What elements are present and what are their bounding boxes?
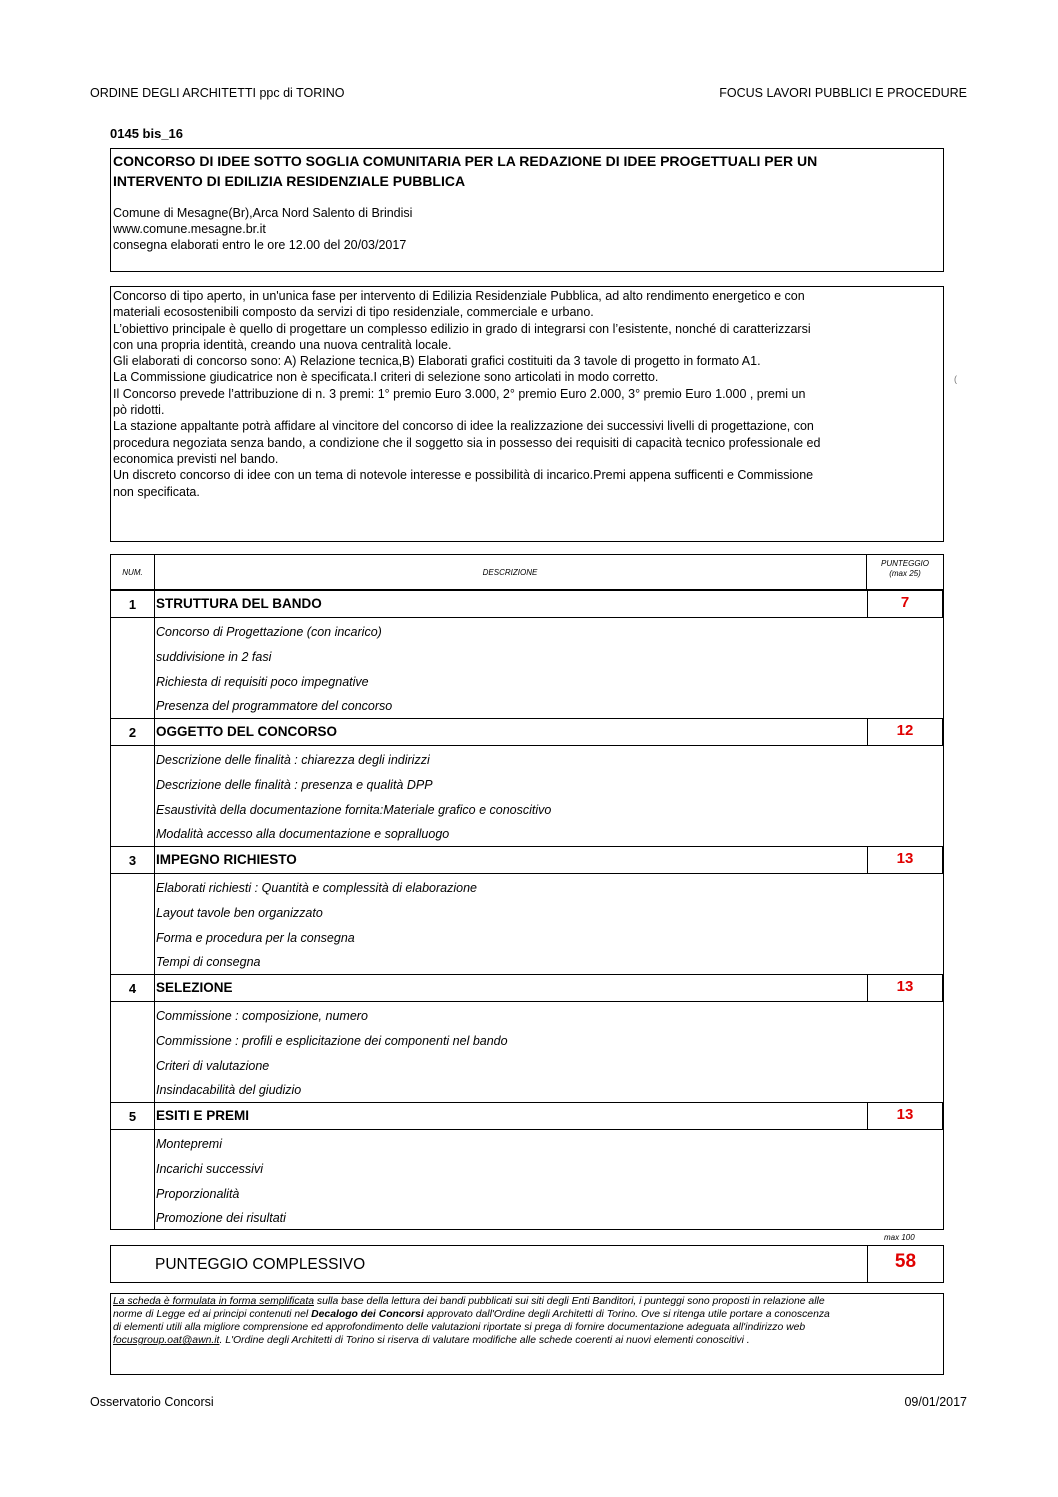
column-header-points-label: PUNTEGGIO (880, 559, 929, 568)
criterion-item: Forma e procedura per la consegna (156, 931, 355, 945)
column-header-num: NUM. (111, 555, 155, 589)
section-name: ESITI E PREMI (154, 1103, 249, 1129)
criterion-item: Layout tavole ben organizzato (156, 906, 323, 920)
info-website[interactable]: www.comune.mesagne.br.it (113, 222, 266, 236)
section-items (110, 618, 944, 718)
email-link[interactable]: focusgroup.oat@awn.it (113, 1335, 220, 1346)
criterion-item: Tempi di consegna (156, 955, 261, 969)
section-score: 13 (867, 846, 943, 874)
criterion-item: Modalità accesso alla documentazione e sopralluogo (156, 827, 450, 841)
section-number: 1 (128, 597, 137, 612)
column-header-description: DESCRIZIONE (154, 555, 867, 589)
criterion-item: suddivisione in 2 fasi (156, 650, 272, 664)
criterion-item: Presenza del programmatore del concorso (156, 699, 393, 713)
description-line: Il Concorso prevede l’attribuzione di n. 3 premi: 1° premio Euro 3.000, 2° premio Euro 2.000, 3° premio Euro 1.000 , premi un (113, 386, 806, 401)
note-text: norme di Legge ed ai principi contenuti nel (113, 1309, 312, 1320)
section-number: 3 (128, 853, 137, 868)
note-line-2 (113, 1308, 941, 1321)
section-score: 7 (867, 590, 943, 618)
note-line-3: di elementi utili alla migliore comprensione ed approfondimento delle valutazioni riportate si prega di fornire documentazione adeguata all'indirizzo web (113, 1322, 806, 1333)
section-number: 2 (128, 725, 137, 740)
section-name: OGGETTO DEL CONCORSO (154, 719, 337, 745)
footer-left: Osservatorio Concorsi (90, 1395, 214, 1409)
description-line: La stazione appaltante potrà affidare al vincitore del concorso di idee la realizzazione dei successivi livelli di progettazione, con (113, 419, 814, 434)
description-line: L’obiettivo principale è quello di progettare un complesso edilizio in grado di integrarsi con l’esistente, nonché di caratterizzarsi (113, 321, 811, 336)
section-number: 4 (128, 981, 137, 996)
total-score-value: 58 (894, 1251, 917, 1272)
note-line-4 (113, 1334, 941, 1347)
description-line: Gli elaborati di concorso sono: A) Relazione tecnica,B) Elaborati grafici costituiti da 3 tavole di progetto in formato A1. (113, 354, 761, 369)
description-line: procedura negoziata senza bando, a condizione che il soggetto sia in possesso dei requisiti di capacità tecnico professionale ed (113, 435, 821, 450)
section-row (110, 846, 944, 874)
header-section-title: FOCUS LAVORI PUBBLICI E PROCEDURE (719, 86, 967, 100)
section-row (110, 974, 944, 1002)
criterion-item: Insindacabilità del giudizio (156, 1083, 302, 1097)
criterion-item: Descrizione delle finalità : presenza e qualità DPP (156, 778, 433, 792)
competition-title-line-2: INTERVENTO DI EDILIZIA RESIDENZIALE PUBBLICA (113, 173, 466, 189)
section-row (110, 718, 944, 746)
criterion-item: Richiesta di requisiti poco impegnative (156, 675, 369, 689)
note-line-1 (113, 1295, 941, 1308)
note-text: sulla base della lettura dei bandi pubblicati sui siti degli Enti Banditori, i punteggi sono proposti in relazione alle (313, 1296, 825, 1307)
competition-description-box (110, 286, 944, 542)
disclaimer-note (110, 1293, 944, 1375)
criterion-item: Elaborati richiesti : Quantità e complessità di elaborazione (156, 881, 478, 895)
section-number: 5 (128, 1109, 137, 1124)
section-row (110, 590, 944, 618)
note-text: . L'Ordine degli Architetti di Torino si riserva di valutare modifiche alle schede coerenti ai nuovi elementi conoscitivi . (219, 1335, 750, 1346)
note-text: approvato dall'Ordine degli Architetti di Torino. Ove si ritenga utile portare a conoscenza (423, 1309, 830, 1320)
description-line: economica previsti nel bando. (113, 451, 279, 466)
competition-title-line-1: CONCORSO DI IDEE SOTTO SOGLIA COMUNITARIA PER LA REDAZIONE DI IDEE PROGETTUALI PER UN (113, 153, 818, 169)
criterion-item: Commissione : composizione, numero (156, 1009, 368, 1023)
criterion-item: Criteri di valutazione (156, 1059, 270, 1073)
criterion-item: Esaustività della documentazione fornita:Materiale grafico e conoscitivo (156, 803, 552, 817)
info-deadline: consegna elaborati entro le ore 12.00 del 20/03/2017 (113, 238, 407, 252)
competition-title-box (110, 148, 944, 272)
criterion-item: Incarichi successivi (156, 1162, 263, 1176)
section-items (110, 1002, 944, 1102)
criterion-item: Proporzionalità (156, 1187, 240, 1201)
description-line: materiali ecosostenibili composto da servizi di tipo residenziale, commerciale e urbano. (113, 305, 594, 320)
margin-mark: ( (954, 374, 957, 384)
description-line: non specificata. (113, 484, 200, 499)
description-line: con una propria identità, creando una nuova centralità locale. (113, 337, 452, 352)
description-line: pò ridotti. (113, 403, 165, 418)
info-organizer: Comune di Mesagne(Br),Arca Nord Salento di Brindisi (113, 206, 413, 220)
section-name: SELEZIONE (154, 975, 233, 1001)
document-code: 0145 bis_16 (110, 126, 184, 141)
criterion-item: Concorso di Progettazione (con incarico) (156, 625, 382, 639)
section-items (110, 1130, 944, 1230)
table-header-row (110, 554, 944, 590)
max-total-label: max 100 (884, 1233, 915, 1242)
criterion-item: Montepremi (156, 1137, 222, 1151)
section-row (110, 1102, 944, 1130)
criterion-item: Descrizione delle finalità : chiarezza degli indirizzi (156, 753, 430, 767)
total-score-label: PUNTEGGIO COMPLESSIVO (155, 1256, 366, 1273)
section-name: IMPEGNO RICHIESTO (154, 847, 297, 873)
description-line: La Commissione giudicatrice non è specificata.I criteri di selezione sono articolati in modo corretto. (113, 370, 659, 385)
section-items (110, 746, 944, 846)
section-name: STRUTTURA DEL BANDO (154, 591, 322, 617)
description-line: Un discreto concorso di idee con un tema di notevole interesse e possibilità di incarico.Premi appena sufficenti e Commissione (113, 468, 814, 483)
column-header-points (867, 559, 943, 579)
section-items (110, 874, 944, 974)
section-score: 13 (867, 974, 943, 1002)
column-header-points-max: (max 25) (889, 569, 921, 578)
section-score: 13 (867, 1102, 943, 1130)
description-line: Concorso di tipo aperto, in un'unica fase per intervento di Edilizia Residenziale Pubblica, ad alto rendimento energetico e con (113, 289, 805, 303)
criterion-item: Commissione : profili e esplicitazione dei componenti nel bando (156, 1034, 508, 1048)
competition-info (113, 205, 941, 253)
decalogo-link: Decalogo dei Concorsi (311, 1309, 424, 1320)
criterion-item: Promozione dei risultati (156, 1211, 286, 1225)
note-underlined-text: La scheda è formulata in forma semplificata (113, 1296, 314, 1307)
header-organization: ORDINE DEGLI ARCHITETTI ppc di TORINO (90, 86, 345, 100)
section-score: 12 (867, 718, 943, 746)
footer-date: 09/01/2017 (904, 1395, 967, 1409)
